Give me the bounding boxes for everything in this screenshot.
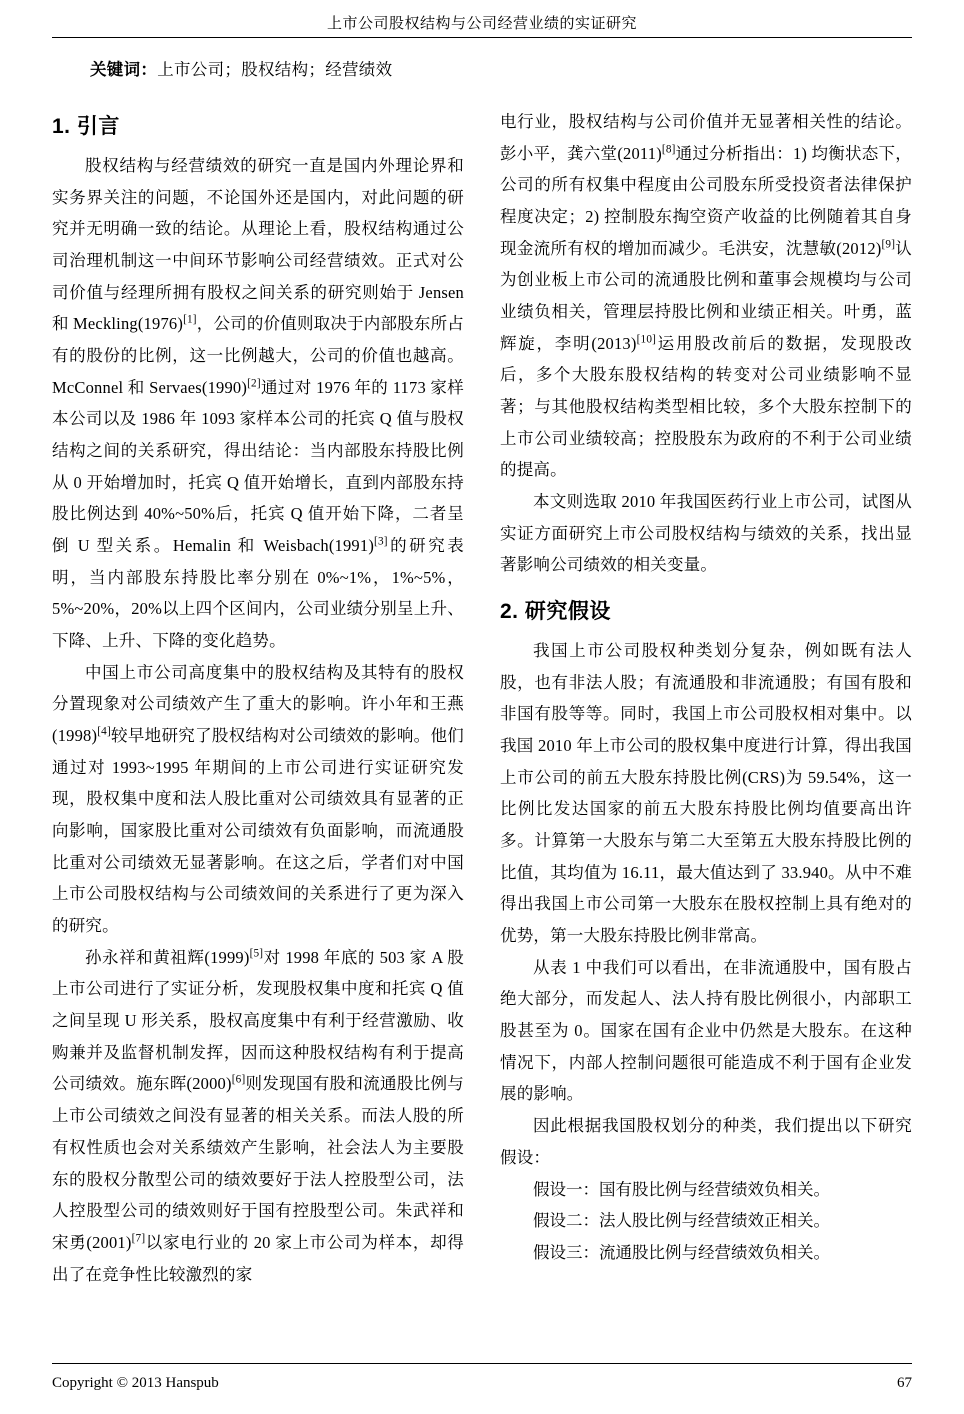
paragraph-text: 股权结构与经营绩效的研究一直是国内外理论界和实务界关注的问题，不论国外还是国内，对此问题的研究并无明确一致的结论。从理论上看，股权结构通过公司治理机制这一中间环节影响公司经营绩效。正式对公司价值与经理所拥有股权之间关系的研究则始于 Jensen 和 Meckling(1976) (52, 156, 464, 334)
paragraph-right-1 (500, 106, 912, 486)
citation-ref: [2] (247, 377, 261, 390)
paragraph-text: 认为创业板上市公司的流通股比例和董事会规模均与公司业绩负相关，管理层持股比例和业绩正相关。叶勇，蓝辉旋，李明(2013) (500, 238, 912, 353)
copyright-text: Copyright © 2013 Hanspub (52, 1375, 219, 1391)
paragraph-text: 通过对 1976 年的 1173 家样本公司以及 1986 年 1093 家样本公司的托宾 Q 值与股权结构之间的关系研究，得出结论：当内部股东持股比例从 0 开始增加时，托宾 Q 值开始增长，直到内部股东持股比例达到 40%~50%后，托宾 Q 值开始下降，二者呈倒 U 型关系。Hemalin 和 Weisbach(1991) (52, 377, 464, 556)
running-head: 上市公司股权结构与公司经营业绩的实证研究 (326, 16, 637, 32)
paragraph-text: 对 1998 年底的 503 家 A 股上市公司进行了实证分析，发现股权集中度和托宾 Q 值之间呈现 U 形关系，股权高度集中有利于经营激励、收购兼并及监督机制发挥，因而这种股权结构有利于提高公司绩效。施东晖(2000) (52, 947, 464, 1094)
paragraph-text: 运用股改前后的数据，发现股改后，多个大股东股权结构的转变对公司业绩影响不显著；与其他股权结构类型相比较，多个大股东控制下的上市公司业绩较高；控股股东为政府的不利于公司业绩的提高。 (500, 333, 912, 480)
section-heading-introduction: 1. 引言 (52, 115, 120, 138)
paragraph-right-3: 我国上市公司股权种类划分复杂，例如既有法人股，也有非法人股；有流通股和非流通股；有国有股和非国有股等等。同时，我国上市公司股权相对集中。以我国 2010 年上市公司的股权集中度进行计算，得出我国上市公司的前五大股东持股比例(CRS)为 59.54%，这一比例比发达国家的前五大股东持股比例均值要高出许多。计算第一大股东与第二大至第五大股东持股比例的比值，其均值为 16.11，最大值达到了 33.940。从中不难得出我国上市公司第一大股东在股权控制上具有绝对的优势，第一大股东持股比例非常高。 (500, 641, 912, 946)
hypothesis-3: 假设三：流通股比例与经营绩效负相关。 (533, 1242, 830, 1262)
paragraph-text: 电行业，股权结构与公司价值并无显著相关性的结论。彭小平，龚六堂(2011) (500, 112, 912, 163)
keywords-line (52, 56, 912, 80)
keywords-label: 关键词： (90, 60, 158, 79)
left-column (52, 106, 464, 1290)
paragraph-intro-2 (52, 657, 464, 942)
page-footer (52, 1375, 912, 1392)
citation-ref: [8] (661, 143, 676, 156)
hypothesis-1: 假设一：国有股比例与经营绩效负相关。 (533, 1179, 830, 1199)
paragraph-text: ，公司的价值则取决于内部股东所占有的股份的比例，这一比例越大，公司的价值也越高。McConnel 和 Servaes(1990) (52, 314, 464, 397)
citation-ref: [1] (183, 313, 197, 326)
citation-ref: [6] (231, 1073, 246, 1086)
two-column-body (52, 106, 912, 1290)
paragraph-text: 中国上市公司高度集中的股权结构及其特有的股权分置现象对公司绩效产生了重大的影响。许小年和王燕(1998) (52, 662, 464, 746)
page-number: 67 (897, 1375, 912, 1391)
paragraph-text: 以家电行业的 20 家上市公司为样本，却得出了在竞争性比较激烈的家 (52, 1232, 465, 1284)
paragraph-intro-1 (52, 150, 464, 657)
paragraph-right-4: 从表 1 中我们可以看出，在非流通股中，国有股占绝大部分，而发起人、法人持有股比例很小，内部职工股甚至为 0。国家在国有企业中仍然是大股东。在这种情况下，内部人控制问题很可能造成不利于国有企业发展的影响。 (500, 957, 912, 1104)
citation-ref: [5] (249, 947, 264, 960)
header-divider (52, 37, 912, 38)
footer-divider (52, 1363, 912, 1364)
citation-ref: [4] (97, 725, 111, 738)
citation-ref: [9] (881, 238, 896, 251)
right-column (500, 106, 912, 1290)
paragraph-right-5: 因此根据我国股权划分的种类，我们提出以下研究假设： (500, 1116, 912, 1167)
paragraph-text: 通过分析指出：1) 均衡状态下，公司的所有权集中程度由公司股东所受投资者法律保护程度决定；2) 控制股东掏空资产收益的比例随着其自身现金流所有权的增加而减少。毛洪安，沈慧敏(2012) (500, 143, 912, 258)
section-heading-hypotheses: 2. 研究假设 (500, 600, 611, 624)
hypothesis-2: 假设二：法人股比例与经营绩效正相关。 (533, 1211, 830, 1231)
citation-ref: [7] (131, 1232, 146, 1245)
paragraph-right-2: 本文则选取 2010 年我国医药行业上市公司，试图从实证方面研究上市公司股权结构与绩效的关系，找出显著影响公司绩效的相关变量。 (500, 492, 912, 575)
paragraph-text: 则发现国有股和流通股比例与上市公司绩效之间没有显著的相关关系。而法人股的所有权性质也会对关系绩效产生影响，社会法人为主要股东的股权分散型公司的绩效要好于法人控股型公司，法人控股型公司的绩效则好于国有控股型公司。朱武祥和宋勇(2001) (52, 1074, 464, 1252)
paragraph-text: 孙永祥和黄祖辉(1999) (85, 947, 250, 967)
paragraph-intro-3 (52, 942, 464, 1290)
citation-ref: [3] (374, 535, 388, 548)
paragraph-text: 的研究表明，当内部股东持股比率分别在 0%~1%，1%~5%，5%~20%，20%以上四个区间内，公司业绩分别呈上升、下降、上升、下降的变化趋势。 (52, 536, 464, 651)
keywords-value: 上市公司；股权结构；经营绩效 (157, 60, 393, 79)
citation-ref: [10] (636, 333, 657, 346)
paragraph-text: 较早地研究了股权结构对公司绩效的影响。他们通过对 1993~1995 年期间的上市公司进行实证研究发现，股权集中度和法人股比重对公司绩效具有显著的正向影响，国家股比重对公司绩效有负面影响，而流通股比重对公司绩效无显著影响。在这之后，学者们对中国上市公司股权结构与公司绩效间的关系进行了更为深入的研究。 (52, 726, 464, 936)
